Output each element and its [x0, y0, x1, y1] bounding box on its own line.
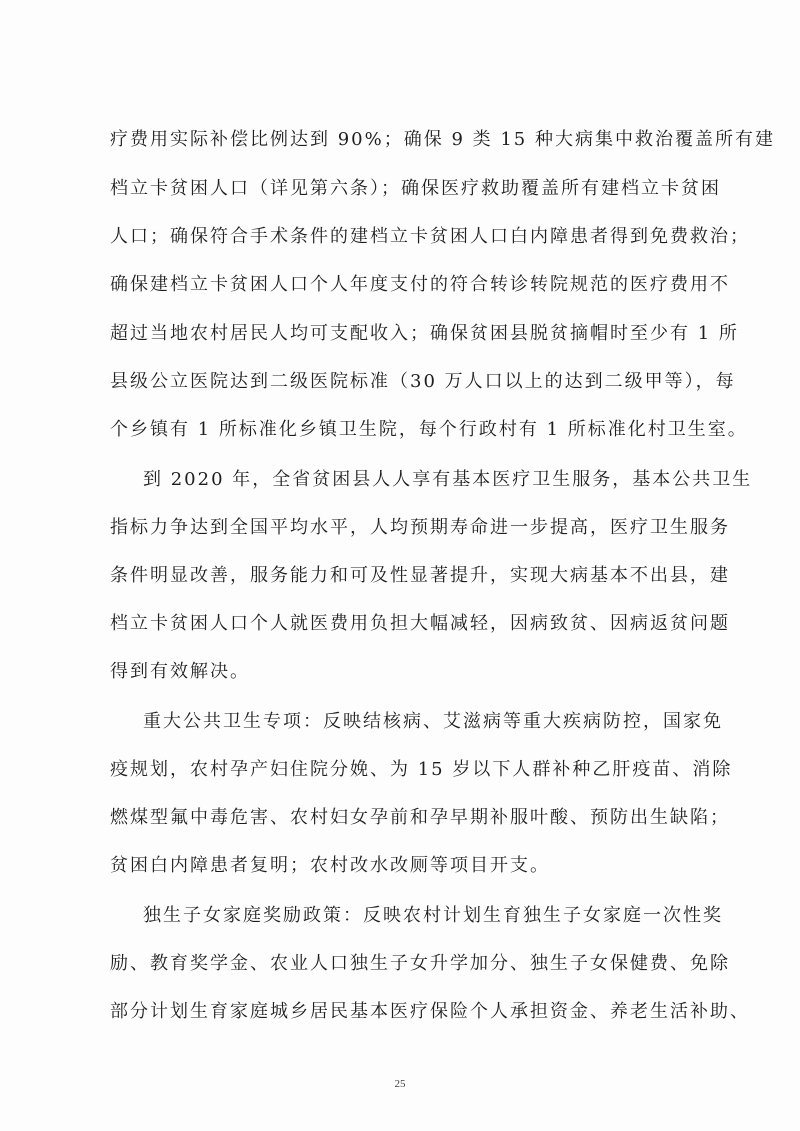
- text-line: 超过当地农村居民人均可支配收入；确保贫困县脱贫摘帽时至少有 1 所: [110, 323, 739, 344]
- text-line: 部分计划生育家庭城乡居民基本医疗保险个人承担资金、养老生活补助、: [110, 1001, 750, 1022]
- text-line: 贫困白内障患者复明；农村改水改厕等项目开支。: [110, 855, 550, 876]
- text-line: 指标力争达到全国平均水平，人均预期寿命进一步提高，医疗卫生服务: [110, 517, 730, 538]
- text-line: 到 2020 年，全省贫困县人人享有基本医疗卫生服务，基本公共卫生: [143, 469, 753, 490]
- text-line: 县级公立医院达到二级医院标准（30 万人口以上的达到二级甲等），每: [110, 371, 736, 392]
- text-line: 得到有效解决。: [110, 661, 250, 682]
- text-line: 疗费用实际补偿比例达到 90%；确保 9 类 15 种大病集中救治覆盖所有建: [110, 129, 775, 150]
- text-line: 燃煤型氟中毒危害、农村妇女孕前和孕早期补服叶酸、预防出生缺陷；: [110, 807, 730, 828]
- text-line: 重大公共卫生专项：反映结核病、艾滋病等重大疾病防控，国家免: [143, 711, 723, 732]
- text-line: 档立卡贫困人口（详见第六条）；确保医疗救助覆盖所有建档立卡贫困: [110, 178, 721, 199]
- text-line: 个乡镇有 1 所标准化乡镇卫生院，每个行政村有 1 所标准化村卫生室。: [110, 419, 748, 440]
- text-line: 条件明显改善，服务能力和可及性显著提升，实现大病基本不出县，建: [110, 565, 730, 586]
- text-line: 档立卡贫困人口个人就医费用负担大幅减轻，因病致贫、因病返贫问题: [110, 613, 730, 634]
- page-number: 25: [394, 1078, 406, 1090]
- text-line: 独生子女家庭奖励政策：反映农村计划生育独生子女家庭一次性奖: [143, 905, 723, 926]
- text-line: 人口；确保符合手术条件的建档立卡贫困人口白内障患者得到免费救治；: [110, 226, 750, 247]
- text-line: 疫规划，农村孕产妇住院分娩、为 15 岁以下人群补种乙肝疫苗、消除: [110, 759, 733, 780]
- text-line: 励、教育奖学金、农业人口独生子女升学加分、独生子女保健费、免除: [110, 953, 730, 974]
- text-line: 确保建档立卡贫困人口个人年度支付的符合转诊转院规范的医疗费用不: [110, 274, 730, 295]
